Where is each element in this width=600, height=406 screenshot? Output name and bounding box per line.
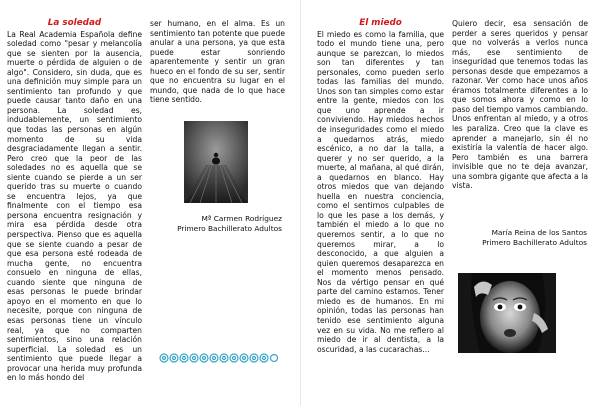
- miedo-column-2: [452, 19, 588, 191]
- miedo-text-part1: El miedo es como la familia, que todo el mundo tiene una, pero aunque se parezcan, lo miedos son tan diferentes y tan personales, como pueden serlo todas las familias del mundo. Unos son tan simples como estar entre la gente, miedos con los que uno aprende a ir conviviendo. Hay miedos hechos de inseguridades como el miedo a quedarnos atrás, miedo escénico, a no dar la talla, a querer y no ser querido, a la muerte, al mañana, al qué dirán, a quedarnos en blanco. Hay otros miedos que van dejando huella en nuestra conciencia, como el sentirnos culpables de lo que les pase a los demás, y también el miedo a lo que no queremos sentir, a lo que no queremos mirar, a lo desconocido, a que alguien a quien queremos desaparezca en el momento menos pensado. Nos da vértigo pensar en qué parte del camino estamos. Tener miedo es de humanos. En mi opinión, todas las personas han tenido ese sentimiento alguna vez en su vida. No me refiero al miedo de ir al dentista, a la oscuridad, a las cucarachas...: [317, 29, 444, 354]
- miedo-signature: [452, 228, 587, 247]
- soledad-column-2: [150, 19, 285, 105]
- soledad-column-1: [7, 19, 142, 383]
- frightened-woman-photo: [458, 273, 556, 353]
- author-course: Primero Bachillerato Adultos: [482, 237, 587, 247]
- lonely-figure-pier-photo: [184, 121, 248, 203]
- right-page: [301, 0, 600, 406]
- article-title-soledad: La soledad: [47, 18, 102, 28]
- soledad-text-part2: ser humano, en el alma. Es un sentimiento tan potente que puede anular a una persona, ya que esta puede estar sonriendo aparentemente y sentir un gran hueco en el fondo de su ser, sentir que no encuentra su lugar en el mundo, que nada de lo que hace tiene sentido.: [150, 19, 285, 105]
- miedo-column-1: [317, 19, 444, 354]
- soledad-signature: [150, 214, 282, 233]
- soledad-text-part1: La Real Academia Española define soledad como "pesar y melancolía que se sienten por la ausencia, muerte o pérdida de alguien o de algo". Considero, sin duda, que es una definición muy simple para un sentimiento tan profundo y que puede causar tanto daño en una persona. La soledad es, indudablemente, un sentimiento que todas las personas en algún momento de su vida desgraciadamente llegan a sentir. Pero creo que la peor de las soledades no es aquella que se siente cuando se pierde a un ser querido tras su muerte o cuando se encuentra lejos, ya que finalmente con el tiempo esa persona encuentra resignación y mira esa pérdida desde otra perspectiva. Pienso que es aquella que se siente cuando a pesar de que esa persona esté rodeada de mucha gente, no encuentra consuelo en ninguna de ellas, cuando siente que ninguna de esas personas le puede brindar apoyo en el momento en que lo necesite, porque con ninguna de esas personas tiene un vínculo real, ya que no comparten sentimientos, sino una relación superficial. La soledad es un sentimiento que puede llegar a provocar una herida muy profunda en lo más hondo del: [7, 29, 142, 383]
- author-name: Mª Carmen Rodríguez: [201, 214, 282, 223]
- decorative-swirl-border: [158, 352, 278, 364]
- miedo-text-part2: Quiero decir, esa sensación de perder a seres queridos y pensar que no volverás a verlos nunca más, ese sentimiento de inseguridad que tenemos todas las personas desde que empezamos a razonar. Ver como hace unos años éramos totalmente diferentes a lo que somos ahora y como en lo paso del tiempo vamos cambiando. Unos enfrentan al miedo, y a otros les paraliza. Creo que la clave es aprender a manejarlo, sin él no existiría la valentía de hacer algo. Pero también es una barrera invisible que no te deja avanzar, una sombra gigante que afecta a la vista.: [452, 19, 588, 191]
- article-title-miedo: El miedo: [359, 18, 402, 28]
- author-course: Primero Bachillerato Adultos: [177, 223, 282, 233]
- author-name: María Reina de los Santos: [491, 228, 587, 237]
